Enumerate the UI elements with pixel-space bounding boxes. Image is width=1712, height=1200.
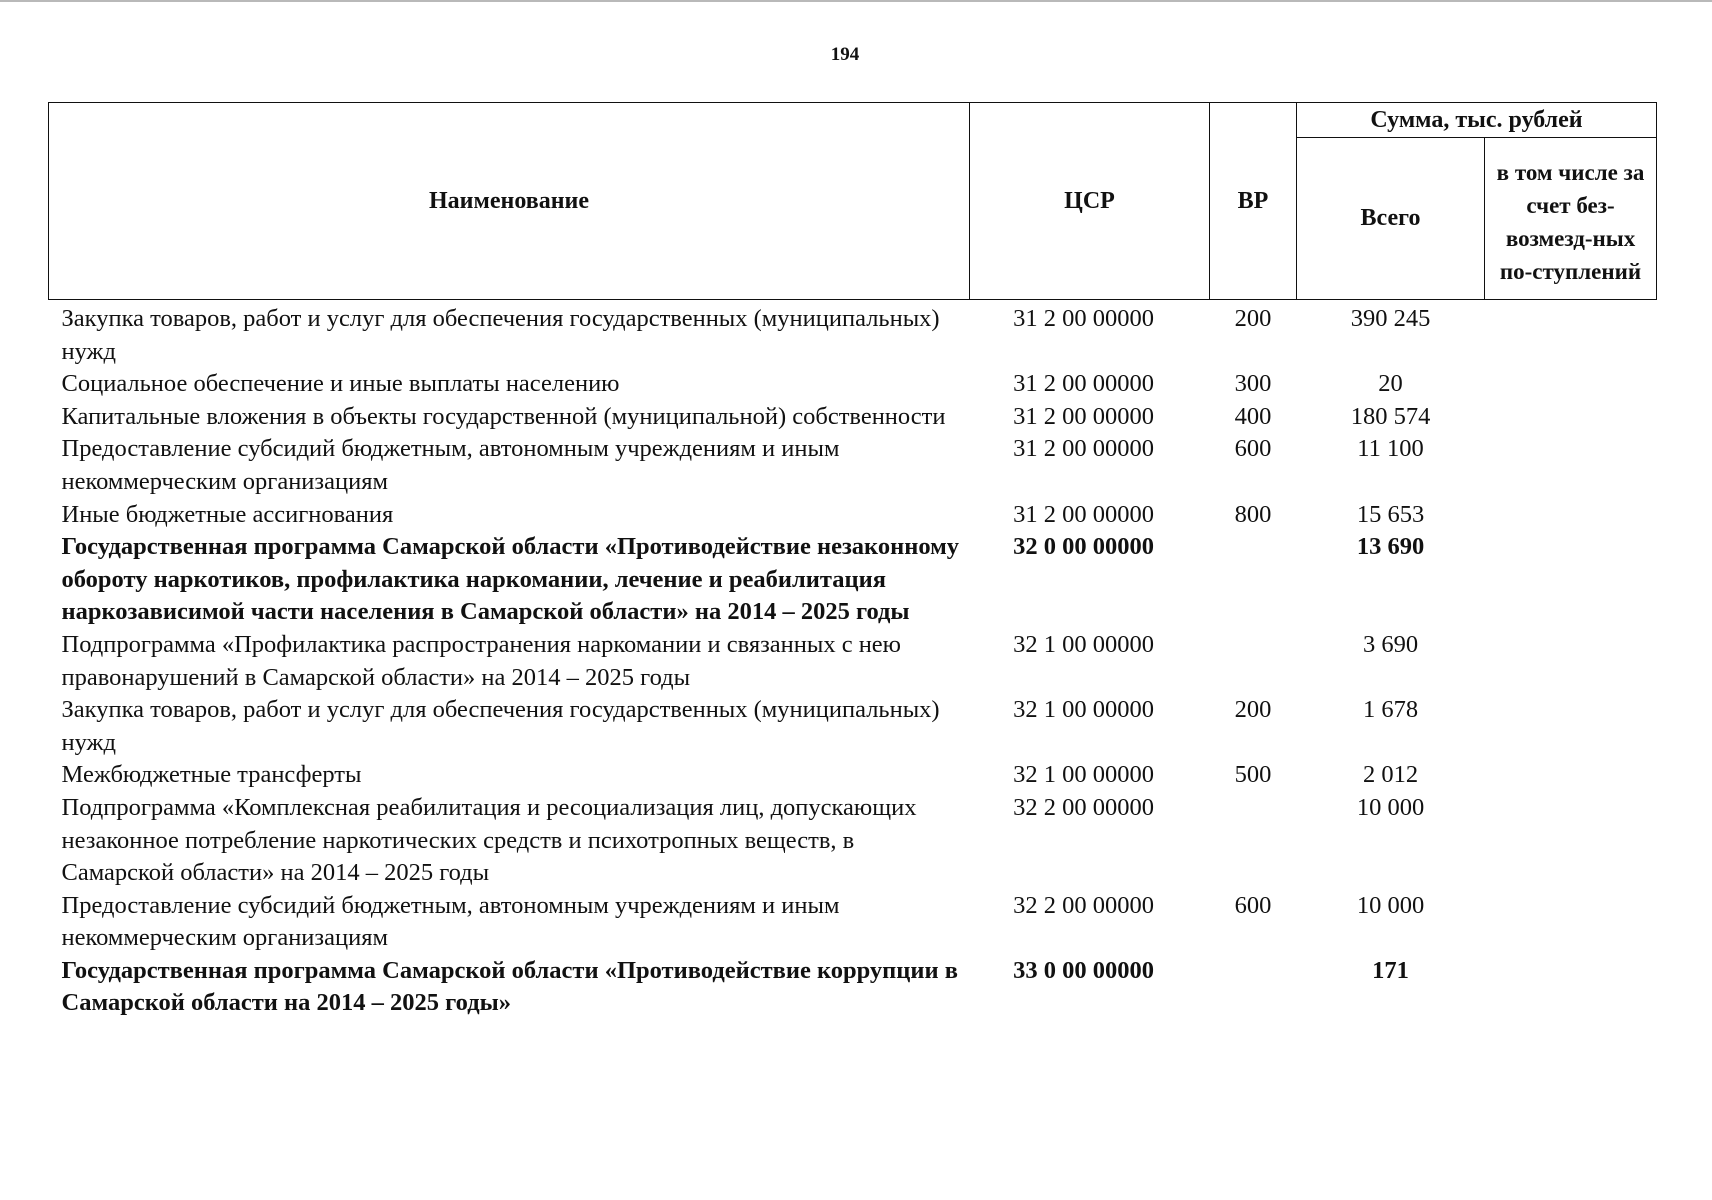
row-total: 10 000 xyxy=(1356,793,1425,821)
row-including-free xyxy=(1485,955,1657,1020)
header-csr: ЦСР xyxy=(970,103,1210,300)
table-row xyxy=(49,955,1657,1020)
row-total: 3 690 xyxy=(1362,630,1419,658)
row-name: Предоставление субсидий бюджетным, автономным учреждениям и иным некоммерческим организациям xyxy=(61,891,840,952)
row-name: Подпрограмма «Профилактика распространения наркомании и связанных с нею правонарушений в Самарской области» на 2014 – 2025 годы xyxy=(61,630,901,691)
row-name: Подпрограмма «Комплексная реабилитация и ресоциализация лиц, допускающих незаконное потребление наркотических средств и психотропных веществ, в Самарской области» на 2014 – 2025 годы xyxy=(61,793,917,887)
table-row xyxy=(49,401,1657,434)
row-name: Межбюджетные трансферты xyxy=(61,761,362,789)
header-vr: ВР xyxy=(1210,103,1297,300)
table-row xyxy=(49,792,1657,890)
row-total: 10 000 xyxy=(1356,891,1425,919)
row-total: 180 574 xyxy=(1350,402,1431,430)
row-vr xyxy=(1210,629,1297,694)
row-including-free xyxy=(1485,401,1657,434)
table-header xyxy=(49,103,1657,300)
row-vr xyxy=(1210,531,1297,629)
row-total: 390 245 xyxy=(1350,305,1431,332)
row-csr: 31 2 00 00000 xyxy=(1013,500,1154,528)
table-row xyxy=(49,499,1657,532)
row-name: Иные бюджетные ассигнования xyxy=(61,500,394,528)
row-total: 1 678 xyxy=(1362,696,1419,724)
row-including-free xyxy=(1485,629,1657,694)
row-vr: 200 xyxy=(1234,696,1272,724)
row-name: Капитальные вложения в объекты государственной (муниципальной) собственности xyxy=(61,402,946,430)
table-row xyxy=(49,629,1657,694)
row-csr: 31 2 00 00000 xyxy=(1013,370,1154,398)
header-name: Наименование xyxy=(49,103,970,300)
row-total: 13 690 xyxy=(1356,533,1425,561)
row-csr: 32 0 00 00000 xyxy=(1013,533,1154,561)
table-row xyxy=(49,694,1657,759)
row-including-free xyxy=(1485,433,1657,498)
header-including-free: в том числе за счет без-возмезд-ных по-ступлений xyxy=(1485,138,1657,300)
table-row xyxy=(49,890,1657,955)
row-csr: 32 1 00 00000 xyxy=(1013,761,1154,789)
row-csr: 31 2 00 00000 xyxy=(1013,305,1154,332)
table-row xyxy=(49,759,1657,792)
budget-table xyxy=(48,102,1657,1020)
row-total: 171 xyxy=(1372,956,1409,984)
row-name: Закупка товаров, работ и услуг для обеспечения государственных (муниципальных) нужд xyxy=(61,305,940,365)
row-including-free xyxy=(1485,694,1657,759)
row-total: 15 653 xyxy=(1356,500,1425,528)
row-including-free xyxy=(1485,300,1657,369)
row-csr: 32 2 00 00000 xyxy=(1013,891,1154,919)
row-name: Государственная программа Самарской области «Противодействие коррупции в Самарской области на 2014 – 2025 годы» xyxy=(61,956,958,1017)
scan-top-edge xyxy=(0,0,1712,2)
row-including-free xyxy=(1485,759,1657,792)
row-vr xyxy=(1210,955,1297,1020)
header-sum-group: Сумма, тыс. рублей xyxy=(1297,103,1657,138)
table-row xyxy=(49,531,1657,629)
page-number: 194 xyxy=(830,44,860,65)
row-vr xyxy=(1210,792,1297,890)
row-total: 11 100 xyxy=(1357,435,1424,463)
row-vr: 800 xyxy=(1234,500,1272,528)
row-csr: 31 2 00 00000 xyxy=(1013,435,1154,463)
row-including-free xyxy=(1485,368,1657,401)
row-vr: 400 xyxy=(1234,402,1272,430)
header-total: Всего xyxy=(1297,138,1485,300)
row-vr: 200 xyxy=(1234,305,1272,332)
row-csr: 32 1 00 00000 xyxy=(1013,630,1154,658)
row-total: 20 xyxy=(1378,370,1403,398)
table-row xyxy=(49,368,1657,401)
row-including-free xyxy=(1485,792,1657,890)
row-including-free xyxy=(1485,531,1657,629)
row-total: 2 012 xyxy=(1362,761,1419,789)
row-csr: 32 1 00 00000 xyxy=(1013,696,1154,724)
row-csr: 32 2 00 00000 xyxy=(1013,793,1154,821)
table-row xyxy=(49,433,1657,498)
row-csr: 33 0 00 00000 xyxy=(1013,956,1154,984)
row-vr: 500 xyxy=(1234,761,1272,789)
row-name: Социальное обеспечение и иные выплаты населению xyxy=(61,370,620,398)
table-row xyxy=(49,300,1657,369)
row-csr: 31 2 00 00000 xyxy=(1013,402,1154,430)
row-including-free xyxy=(1485,499,1657,532)
row-name: Государственная программа Самарской области «Противодействие незаконному обороту наркотиков, профилактика наркомании, лечение и реабилитация наркозависимой части населения в Самарской области» на 2014 – 2025 годы xyxy=(61,533,960,626)
row-name: Закупка товаров, работ и услуг для обеспечения государственных (муниципальных) нужд xyxy=(61,696,940,756)
row-vr: 600 xyxy=(1234,891,1272,919)
table-body xyxy=(49,300,1657,1021)
row-name: Предоставление субсидий бюджетным, автономным учреждениям и иным некоммерческим организациям xyxy=(61,435,840,495)
row-including-free xyxy=(1485,890,1657,955)
row-vr: 300 xyxy=(1234,370,1272,398)
row-vr: 600 xyxy=(1234,435,1272,463)
